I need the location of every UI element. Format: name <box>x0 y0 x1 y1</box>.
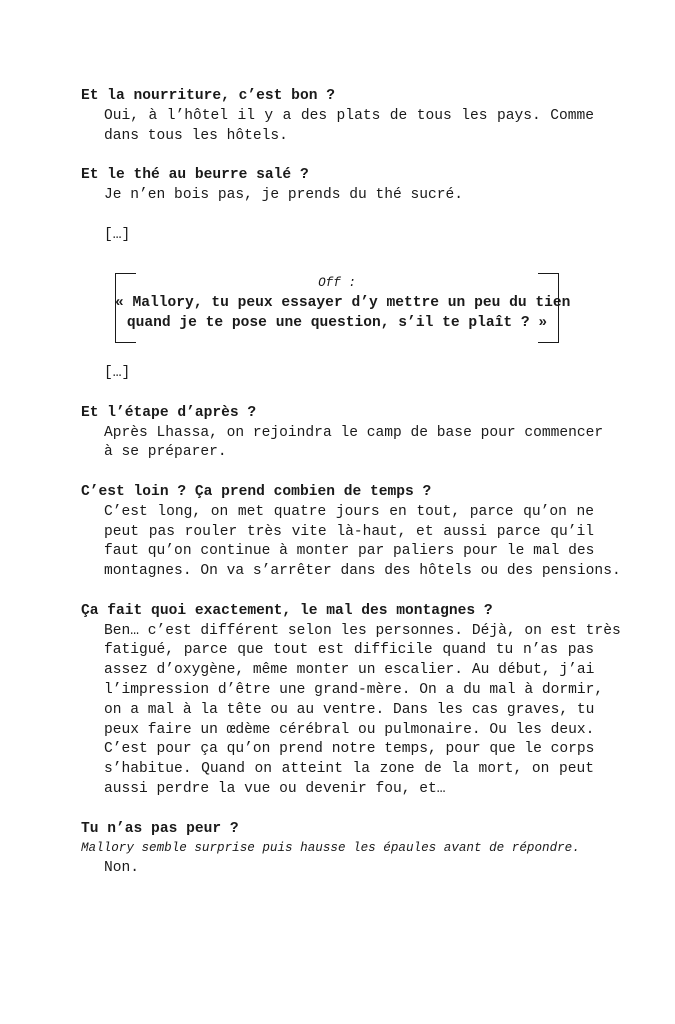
off-label: Off : <box>318 276 356 291</box>
answer-line: on a mal à la tête ou au ventre. Dans les cas graves, tu <box>104 701 595 718</box>
answer-line: C’est pour ça qu’on prend notre temps, pour que le corps <box>104 741 595 758</box>
question: Et la nourriture, c’est bon ? <box>81 88 335 104</box>
answer-line: Ben… c’est différent selon les personnes. Déjà, on est très <box>104 622 621 639</box>
ellipsis: […] <box>104 365 131 382</box>
question: Tu n’as pas peur ? <box>81 820 239 837</box>
interview-text <box>81 87 621 879</box>
answer-line: l’impression d’être une grand-mère. On a du mal à dormir, <box>104 681 604 698</box>
off-quote <box>115 293 571 333</box>
answer-line: Je n’en bois pas, je prends du thé sucré. <box>104 186 464 203</box>
question: Ça fait quoi exactement, le mal des montagnes ? <box>81 602 493 619</box>
answer-line: montagnes. On va s’arrêter dans des hôtels ou des pensions. <box>104 563 621 580</box>
question: Et le thé au beurre salé ? <box>81 167 309 184</box>
off-quote-box <box>115 273 571 343</box>
ellipsis: […] <box>104 226 131 243</box>
answer-line: assez d’oxygène, même monter un escalier. Au début, j’ai <box>104 662 595 679</box>
quote-line: « Mallory, tu peux essayer d’y mettre un peu du tien <box>115 295 571 312</box>
answer-line: s’habitue. Quand on atteint la zone de la mort, on peut <box>104 761 594 778</box>
answer-line: Oui, à l’hôtel il y a des plats de tous les pays. Comme <box>104 107 594 124</box>
question: C’est loin ? Ça prend combien de temps ? <box>81 483 432 500</box>
answer-line: Après Lhassa, on rejoindra le camp de base pour commencer <box>104 424 604 441</box>
answer-line: C’est long, on met quatre jours en tout, parce qu’on ne <box>104 503 594 520</box>
answer-line: peut pas rouler très vite là-haut, et aussi parce qu’il <box>104 523 594 540</box>
answer-line: faut qu’on continue à monter par paliers pour le mal des <box>104 543 595 560</box>
answer-line: fatigué, parce que tout est difficile quand tu n’as pas <box>104 642 594 659</box>
answer-line: dans tous les hôtels. <box>104 127 288 144</box>
question: Et l’étape d’après ? <box>81 404 257 421</box>
answer-line: peux faire un œdème cérébral ou pulmonaire. Ou les deux. <box>104 721 595 738</box>
answer-line: à se préparer. <box>104 444 227 461</box>
stage-direction: Mallory semble surprise puis hausse les épaules avant de répondre. <box>81 841 580 856</box>
quote-line: quand je te pose une question, s’il te plaît ? » <box>126 315 548 332</box>
answer-line: Non. <box>104 860 140 877</box>
answer-line: aussi perdre la vue ou devenir fou, et… <box>104 780 446 797</box>
